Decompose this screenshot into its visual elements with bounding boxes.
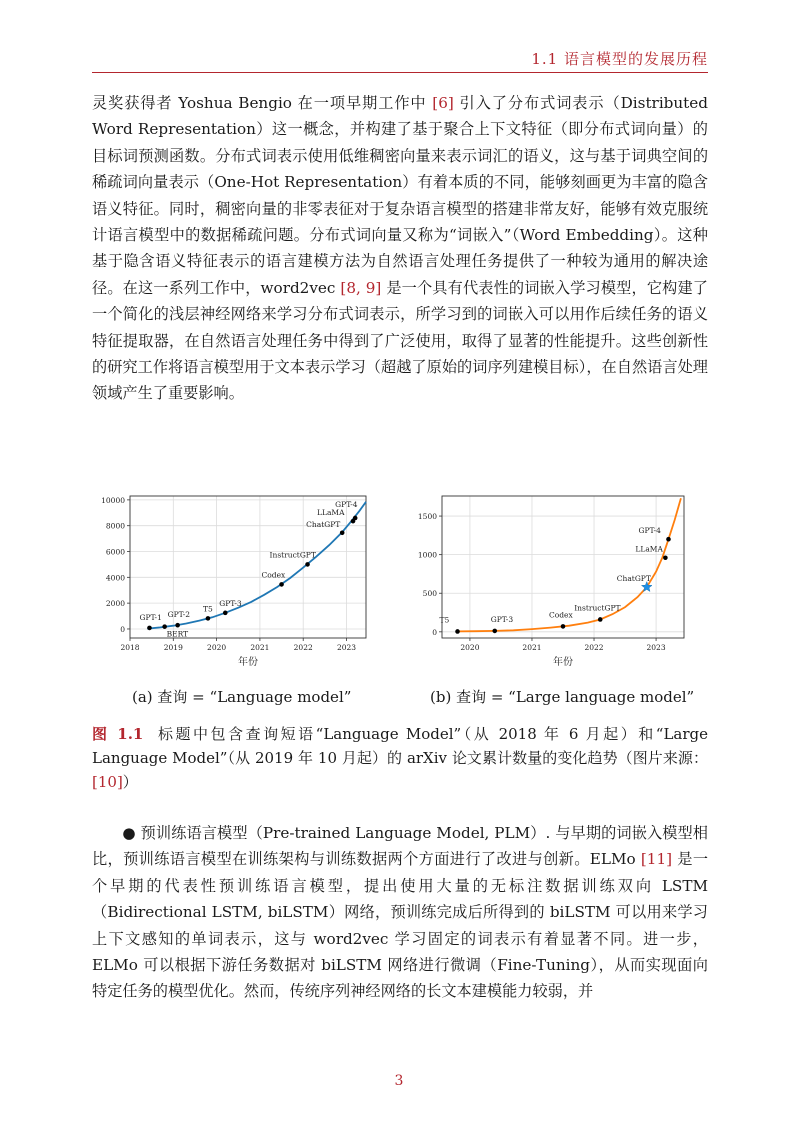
data-point bbox=[666, 537, 671, 542]
data-point bbox=[561, 624, 566, 629]
figure-label: 图 1.1 bbox=[92, 725, 144, 743]
data-point bbox=[279, 582, 284, 587]
data-point bbox=[598, 617, 603, 622]
x-tick-label: 2023 bbox=[336, 643, 357, 652]
y-tick-label: 1500 bbox=[417, 512, 437, 522]
subcaption-a: (a) 查询 = “Language model” bbox=[132, 688, 352, 706]
data-point-label: GPT-3 bbox=[490, 614, 514, 624]
citation-link[interactable]: [10] bbox=[92, 773, 123, 791]
x-tick-label: 2020 bbox=[460, 643, 480, 652]
caption-text: ） bbox=[122, 773, 138, 791]
data-point bbox=[492, 629, 497, 634]
x-tick-label: 2022 bbox=[293, 643, 313, 652]
running-header bbox=[92, 48, 708, 73]
y-tick-label: 500 bbox=[422, 589, 437, 599]
data-point-label: GPT-3 bbox=[219, 598, 242, 608]
data-point bbox=[147, 626, 152, 631]
y-tick-label: 10000 bbox=[101, 495, 125, 505]
citation-link[interactable]: [11] bbox=[640, 850, 673, 869]
data-point-label: InstructGPT bbox=[574, 603, 621, 613]
data-point-label: LLaMA bbox=[635, 544, 663, 554]
chart-language-model bbox=[92, 490, 372, 690]
body-paragraph-1 bbox=[92, 90, 708, 407]
x-tick-label: 2019 bbox=[163, 643, 183, 652]
paragraph-text: 引入了分布式词表示（Distributed Word Representation）这一概念，并构建了基于聚合上下文特征（即分布式词向量）的目标词预测函数。分布式词表示使用低维稠密向量来表示词汇的语义，这与基于词典空间的稀疏词向量表示（One-Hot Representation）有着本质的不同，能够刻画更为丰富的隐含语义特征。同时，稠密向量的非零表征对于复杂语言模型的搭建非常友好，能够有效克服统计语言模型中的数据稀疏问题。分布式词向量又称为“词嵌入”（Word Embedding）。这种基于隐含语义特征表示的语言建模方法为自然语言处理任务提供了一种较为通用的解决途径。在这一系列工作中，word2vec bbox=[92, 94, 708, 297]
data-point-label: Codex bbox=[549, 610, 573, 620]
data-point-label: GPT-1 bbox=[139, 612, 162, 622]
citation-link[interactable]: [8, 9] bbox=[340, 278, 382, 297]
x-axis-label: 年份 bbox=[553, 657, 573, 668]
figure-1-1 bbox=[92, 490, 708, 690]
data-point bbox=[455, 629, 460, 634]
body-paragraph-2 bbox=[92, 820, 708, 1005]
data-point bbox=[305, 562, 310, 567]
data-point-label: GPT-4 bbox=[335, 499, 358, 509]
paragraph-text: 灵奖获得者 Yoshua Bengio 在一项早期工作中 bbox=[92, 94, 433, 112]
paragraph-text: 是一个早期的代表性预训练语言模型，提出使用大量的无标注数据训练双向 LSTM（Bidirectional LSTM, biLSTM）网络，预训练完成后所得到的 biLSTM 可以用来学习上下文感知的单词表示，这与 word2vec 学习固定的词表示有着显著不同。进一步，ELMo 可以根据下游任务数据对 biLSTM 网络进行微调（Fine-Tuning），从而实现面向特定任务的模型优化。然而，传统序列神经网络的长文本建模能力较弱，并 bbox=[92, 850, 709, 1001]
y-tick-label: 0 bbox=[120, 624, 125, 634]
x-axis-label: 年份 bbox=[238, 657, 258, 668]
paragraph-text: ● 预训练语言模型（Pre-trained Language Model, PLM）. 与早期的词嵌入模型相比，预训练语言模型在训练架构与训练数据两个方面进行了改进与创新。ELMo bbox=[92, 824, 708, 869]
data-point bbox=[353, 516, 358, 521]
y-tick-label: 6000 bbox=[105, 547, 125, 557]
data-point bbox=[162, 624, 167, 629]
data-point-label: BERT bbox=[166, 629, 189, 639]
data-point-label: Codex bbox=[261, 570, 286, 580]
figure-caption bbox=[92, 722, 708, 794]
x-tick-label: 2021 bbox=[522, 643, 542, 652]
subcaption-b: (b) 查询 = “Large language model” bbox=[430, 688, 695, 706]
data-point bbox=[663, 555, 668, 560]
data-point-label: LLaMA bbox=[317, 508, 345, 518]
section-title: 1.1 语言模型的发展历程 bbox=[531, 50, 708, 68]
data-point-label: ChatGPT bbox=[616, 574, 651, 584]
caption-text: 标题中包含查询短语“Language Model”（从 2018 年 6 月起）和“Large Language Model”（从 2019 年 10 月起）的 arXiv 论文累计数量的变化趋势（图片来源： bbox=[92, 725, 708, 767]
y-tick-label: 0 bbox=[432, 627, 437, 637]
citation-link[interactable]: [6] bbox=[432, 94, 454, 112]
data-point-label: InstructGPT bbox=[269, 550, 316, 560]
data-point bbox=[175, 623, 180, 628]
data-point bbox=[206, 616, 211, 621]
y-tick-label: 1000 bbox=[417, 550, 437, 560]
data-point bbox=[223, 611, 228, 616]
chart-large-language-model bbox=[410, 490, 690, 690]
y-tick-label: 2000 bbox=[105, 599, 125, 609]
data-point-label: T5 bbox=[439, 615, 450, 625]
y-tick-label: 4000 bbox=[105, 573, 125, 583]
paragraph-text: 是一个具有代表性的词嵌入学习模型，它构建了一个简化的浅层神经网络来学习分布式词表示，所学习到的词嵌入可以用作后续任务的语义特征提取器，在自然语言处理任务中得到了广泛使用，取得了显著的性能提升。这些创新性的研究工作将语言模型用于文本表示学习（超越了原始的词序列建模目标），在自然语言处理领域产生了重要影响。 bbox=[92, 278, 708, 403]
data-point-label: T5 bbox=[202, 604, 213, 614]
x-tick-label: 2023 bbox=[646, 643, 666, 652]
data-point-label: ChatGPT bbox=[306, 519, 341, 529]
data-point bbox=[340, 530, 345, 535]
x-tick-label: 2022 bbox=[584, 643, 604, 652]
x-tick-label: 2021 bbox=[250, 643, 270, 652]
page-number: 3 bbox=[394, 1073, 404, 1089]
plot-frame bbox=[130, 496, 366, 638]
data-point-label: GPT-4 bbox=[638, 526, 661, 536]
y-tick-label: 8000 bbox=[105, 521, 125, 531]
data-point-label: GPT-2 bbox=[167, 610, 191, 620]
x-tick-label: 2020 bbox=[207, 643, 227, 652]
x-tick-label: 2018 bbox=[120, 643, 140, 652]
